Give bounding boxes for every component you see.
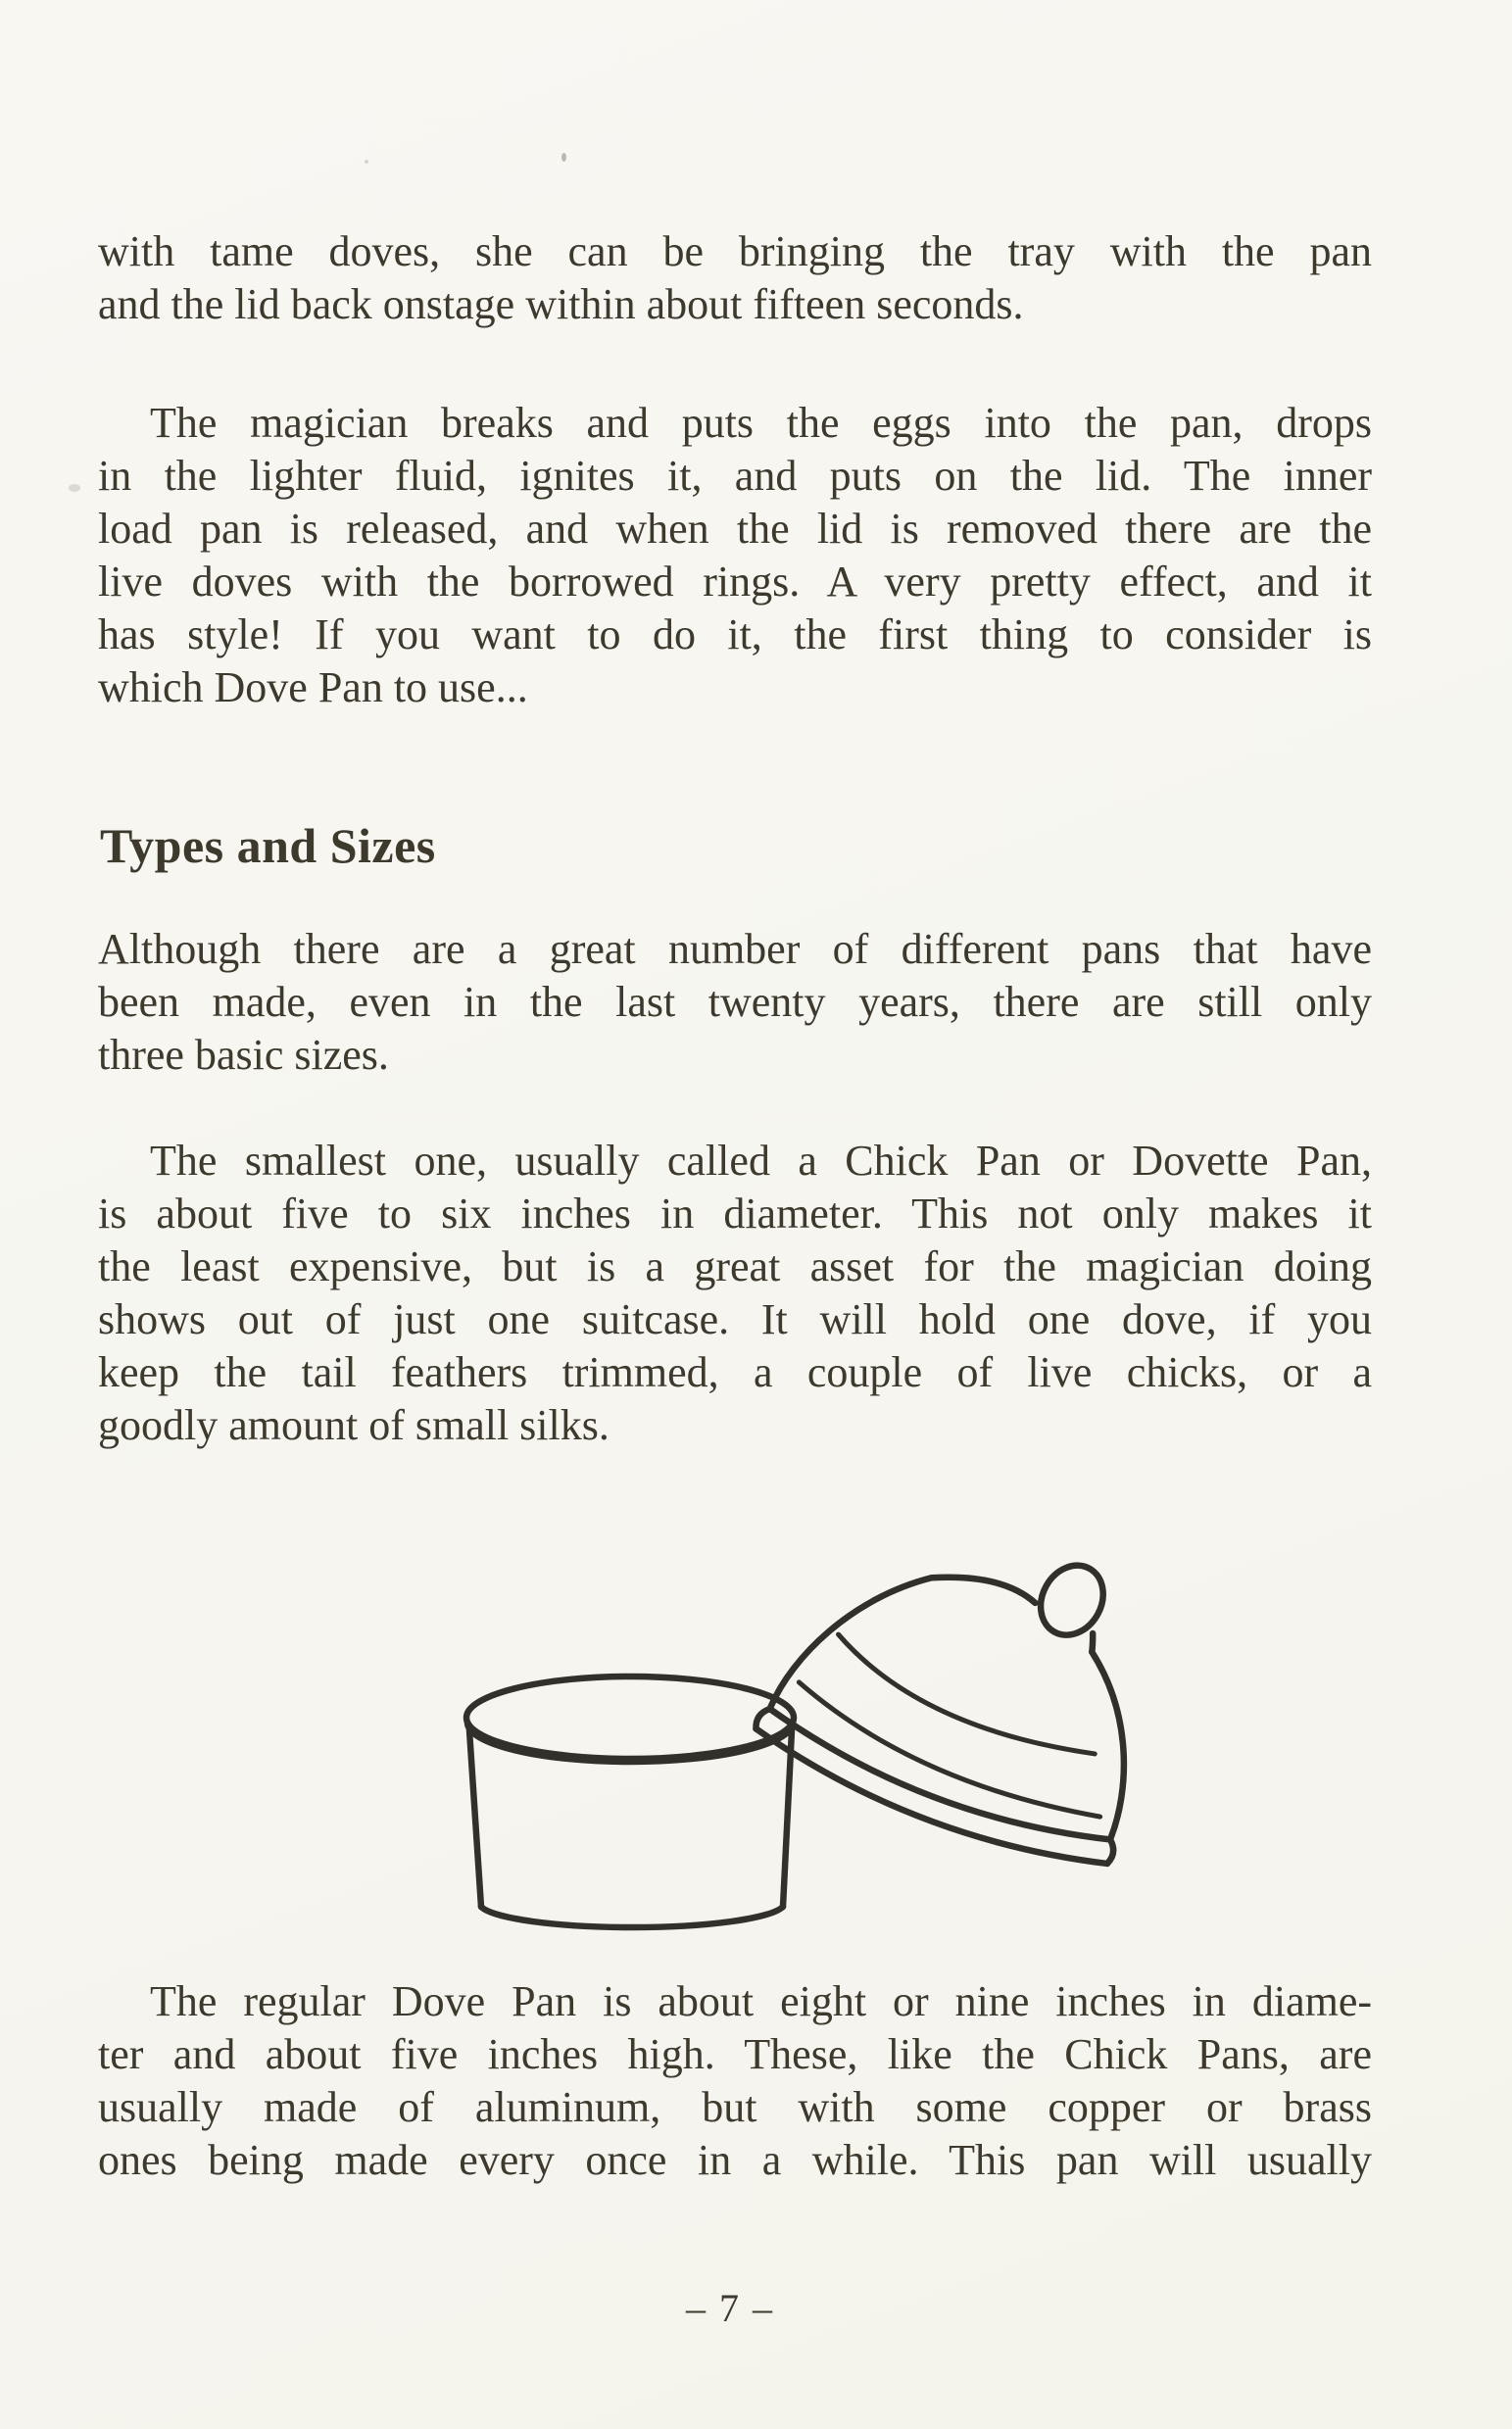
text-line: ones being made every once in a while. This pan will usually <box>98 2136 1372 2184</box>
text-line: load pan is released, and when the lid is removed there are the <box>98 505 1372 553</box>
scan-speck <box>69 484 80 492</box>
text-line: ter and about five inches high. These, like the Chick Pans, are <box>98 2030 1372 2078</box>
text-line: which Dove Pan to use... <box>98 663 528 711</box>
paragraph-chick-pan <box>98 1135 1372 1452</box>
pan-lid-drawing <box>746 1473 1137 1886</box>
text-line: been made, even in the last twenty years, there are still only <box>98 978 1372 1026</box>
text-line: has style! If you want to do it, the first thing to consider is <box>98 610 1372 658</box>
text-line: shows out of just one suitcase. It will hold one dove, if you <box>98 1295 1372 1343</box>
paragraph-sizes <box>98 923 1372 1082</box>
text-line: with tame doves, she can be bringing the tray with the pan <box>98 227 1372 275</box>
text-line: usually made of aluminum, but with some copper or brass <box>98 2083 1372 2131</box>
text-line: three basic sizes. <box>98 1031 389 1079</box>
text-line: keep the tail feathers trimmed, a couple of live chicks, or a <box>98 1348 1372 1396</box>
text-line: The magician breaks and puts the eggs into the pan, drops <box>150 399 1372 447</box>
text-line: The regular Dove Pan is about eight or nine inches in diame- <box>150 1977 1372 2025</box>
text-line: goodly amount of small silks. <box>98 1401 610 1449</box>
pan-base-drawing <box>466 1676 794 1927</box>
text-line: in the lighter fluid, ignites it, and puts on the lid. The inner <box>98 452 1372 500</box>
text-line: the least expensive, but is a great asset for the magician doing <box>98 1242 1372 1290</box>
dove-pan-illustration <box>421 1470 1137 1989</box>
text-line: The smallest one, usually called a Chick Pan or Dovette Pan, <box>150 1137 1372 1185</box>
paragraph-intro <box>98 225 1372 331</box>
paragraph-regular-dove-pan <box>98 1975 1372 2187</box>
text-line: Although there are a great number of different pans that have <box>98 925 1372 973</box>
text-line: live doves with the borrowed rings. A very pretty effect, and it <box>98 558 1372 606</box>
scan-speck <box>365 160 368 164</box>
paragraph-effect <box>98 397 1372 714</box>
scan-speck <box>561 153 566 162</box>
page-number: – 7 – <box>686 2286 774 2330</box>
text-line: and the lid back onstage within about fifteen seconds. <box>98 280 1024 328</box>
section-heading: Types and Sizes <box>100 818 436 873</box>
text-line: is about five to six inches in diameter. This not only makes it <box>98 1190 1372 1238</box>
